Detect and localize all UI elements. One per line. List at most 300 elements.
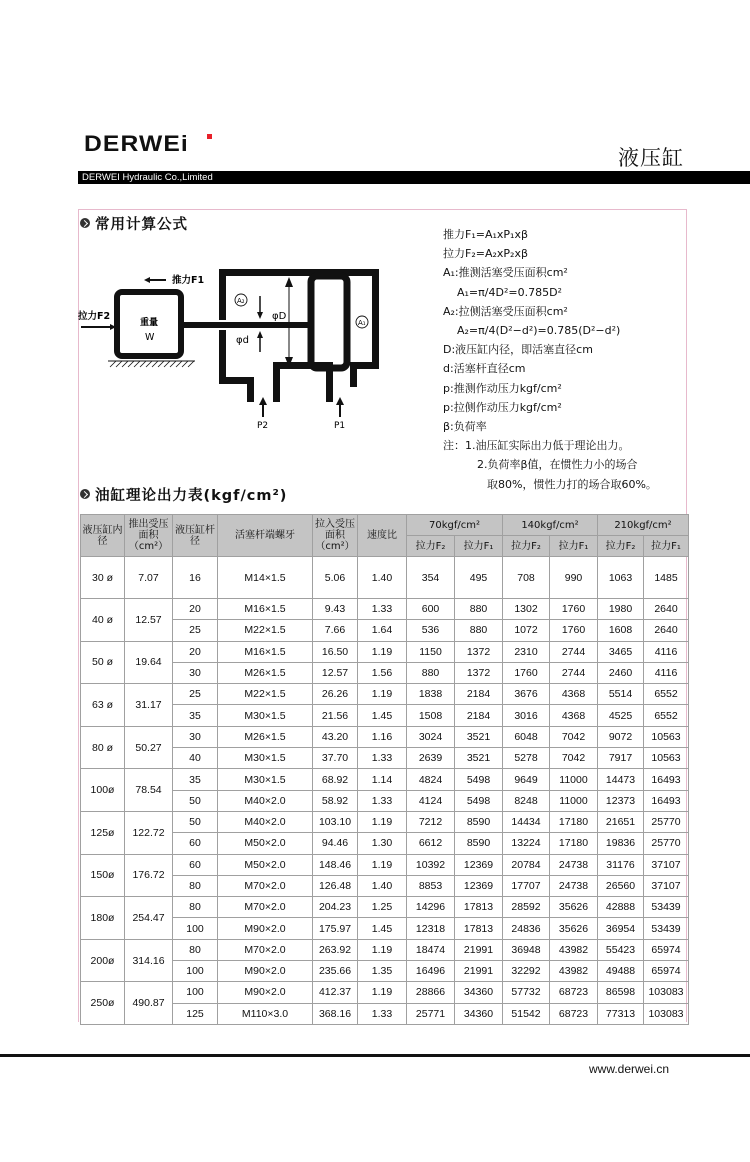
port-p1-arrow-icon	[336, 397, 344, 417]
cell-rod: 100	[173, 961, 218, 982]
header-70: 70kgf/cm²	[407, 515, 503, 536]
cell-70-f1: 34360	[455, 982, 503, 1003]
cell-70-f1: 2184	[455, 684, 503, 705]
cell-bore: 100ø	[81, 769, 125, 812]
cell-70-f2: 354	[407, 557, 455, 599]
table-row	[81, 875, 689, 896]
pull-label: 拉力F2	[78, 311, 111, 322]
cell-thread: M40×2.0	[218, 811, 313, 832]
cell-70-f2: 6612	[407, 833, 455, 854]
weight-label: 重量	[140, 318, 159, 328]
cell-speed-ratio: 1.19	[358, 811, 407, 832]
cell-210-f1: 25770	[644, 833, 689, 854]
cell-rod: 80	[173, 939, 218, 960]
cell-push-area: 254.47	[125, 897, 173, 940]
bullet-arrow-icon	[80, 489, 90, 499]
cell-210-f2: 77313	[598, 1003, 644, 1024]
brand-text: DERWEi	[84, 131, 189, 156]
cell-70-f2: 25771	[407, 1003, 455, 1024]
cell-210-f1: 10563	[644, 726, 689, 747]
cell-speed-ratio: 1.33	[358, 790, 407, 811]
cell-bore: 63 ø	[81, 684, 125, 727]
cell-pull-area: 235.66	[313, 961, 358, 982]
logo-red-accent	[207, 134, 212, 139]
output-force-table	[80, 514, 689, 1025]
cell-210-f1: 4116	[644, 662, 689, 683]
cell-rod: 100	[173, 918, 218, 939]
cell-thread: M30×1.5	[218, 769, 313, 790]
cell-thread: M90×2.0	[218, 982, 313, 1003]
cell-70-f2: 16496	[407, 961, 455, 982]
cell-rod: 50	[173, 790, 218, 811]
formula-a1-eq: A₁=π/4D²=0.785D²	[457, 285, 562, 299]
cell-speed-ratio: 1.14	[358, 769, 407, 790]
port-p1-label: P1	[334, 421, 346, 431]
cell-pull-area: 68.92	[313, 769, 358, 790]
cell-speed-ratio: 1.64	[358, 620, 407, 641]
cell-140-f2: 1760	[503, 662, 550, 683]
cell-rod: 50	[173, 811, 218, 832]
cell-pull-area: 126.48	[313, 875, 358, 896]
section-table-title	[80, 484, 287, 505]
cell-thread: M30×1.5	[218, 748, 313, 769]
cell-pull-area: 7.66	[313, 620, 358, 641]
cell-70-f2: 4824	[407, 769, 455, 790]
cell-210-f1: 2640	[644, 599, 689, 620]
table-row	[81, 897, 689, 918]
section-title-text: 油缸理论出力表(kgf/cm²)	[95, 488, 288, 504]
area-a2-label: A₂	[237, 297, 245, 305]
formula-push: 推力F₁=A₁xP₁xβ	[443, 228, 528, 241]
cell-rod: 60	[173, 854, 218, 875]
cell-70-f2: 1838	[407, 684, 455, 705]
cell-70-f1: 34360	[455, 1003, 503, 1024]
cell-210-f1: 1485	[644, 557, 689, 599]
cell-210-f2: 86598	[598, 982, 644, 1003]
cell-bore: 180ø	[81, 897, 125, 940]
cell-140-f2: 24836	[503, 918, 550, 939]
cell-210-f1: 25770	[644, 811, 689, 832]
cell-210-f2: 9072	[598, 726, 644, 747]
def-pull-pressure: p:拉侧作动压力kgf/cm²	[443, 400, 562, 414]
table-row	[81, 833, 689, 854]
cell-speed-ratio: 1.33	[358, 748, 407, 769]
cell-210-f2: 14473	[598, 769, 644, 790]
cell-210-f1: 10563	[644, 748, 689, 769]
cell-70-f2: 8853	[407, 875, 455, 896]
cell-rod: 30	[173, 662, 218, 683]
cell-thread: M110×3.0	[218, 1003, 313, 1024]
weight-symbol: W	[145, 332, 155, 343]
def-rod: d:活塞杆直径cm	[443, 362, 526, 376]
cell-210-f2: 1063	[598, 557, 644, 599]
cell-speed-ratio: 1.45	[358, 705, 407, 726]
cell-70-f2: 536	[407, 620, 455, 641]
cell-bore: 150ø	[81, 854, 125, 897]
cell-210-f2: 1980	[598, 599, 644, 620]
header-pull-f2: 拉力F₂	[503, 536, 550, 557]
cell-speed-ratio: 1.33	[358, 599, 407, 620]
cell-rod: 20	[173, 599, 218, 620]
cell-140-f1: 35626	[550, 897, 598, 918]
cell-thread: M22×1.5	[218, 684, 313, 705]
cell-bore: 80 ø	[81, 726, 125, 769]
cell-140-f2: 8248	[503, 790, 550, 811]
cell-speed-ratio: 1.40	[358, 557, 407, 599]
cell-speed-ratio: 1.25	[358, 897, 407, 918]
cell-pull-area: 175.97	[313, 918, 358, 939]
cell-pull-area: 9.43	[313, 599, 358, 620]
cell-210-f2: 42888	[598, 897, 644, 918]
def-push-pressure: p:推测作动压力kgf/cm²	[443, 381, 562, 395]
cell-210-f2: 12373	[598, 790, 644, 811]
cell-210-f1: 103083	[644, 982, 689, 1003]
cell-thread: M70×2.0	[218, 897, 313, 918]
def-bore: D:液压缸内径，即活塞直径cm	[443, 343, 593, 357]
cell-140-f1: 17180	[550, 811, 598, 832]
cell-70-f1: 21991	[455, 939, 503, 960]
cell-140-f2: 14434	[503, 811, 550, 832]
cell-rod: 25	[173, 620, 218, 641]
table-row	[81, 854, 689, 875]
cell-thread: M70×2.0	[218, 939, 313, 960]
cell-140-f2: 3676	[503, 684, 550, 705]
cell-70-f1: 1372	[455, 641, 503, 662]
cell-140-f1: 4368	[550, 705, 598, 726]
formula-a1-def: A₁:推测活塞受压面积cm²	[443, 266, 568, 280]
cell-140-f2: 28592	[503, 897, 550, 918]
table-row	[81, 790, 689, 811]
table-row	[81, 705, 689, 726]
cell-70-f1: 17813	[455, 897, 503, 918]
cell-140-f1: 7042	[550, 748, 598, 769]
cell-pull-area: 94.46	[313, 833, 358, 854]
table-row	[81, 939, 689, 960]
port-p2-arrow-icon	[259, 397, 267, 417]
cell-140-f1: 4368	[550, 684, 598, 705]
rod-label: φd	[236, 335, 249, 346]
cell-210-f2: 26560	[598, 875, 644, 896]
cell-140-f1: 2744	[550, 641, 598, 662]
cell-140-f1: 43982	[550, 961, 598, 982]
cell-210-f1: 16493	[644, 769, 689, 790]
cell-210-f2: 4525	[598, 705, 644, 726]
table-row	[81, 662, 689, 683]
cell-70-f1: 17813	[455, 918, 503, 939]
cell-push-area: 50.27	[125, 726, 173, 769]
cell-70-f1: 880	[455, 620, 503, 641]
cell-pull-area: 263.92	[313, 939, 358, 960]
cell-140-f1: 11000	[550, 769, 598, 790]
footer-divider	[0, 1054, 750, 1057]
cell-140-f2: 1072	[503, 620, 550, 641]
header-push-f1: 拉力F₁	[455, 536, 503, 557]
cell-bore: 50 ø	[81, 641, 125, 684]
cell-140-f2: 32292	[503, 961, 550, 982]
section-formulas-title	[80, 213, 188, 234]
cell-210-f1: 16493	[644, 790, 689, 811]
cell-140-f2: 51542	[503, 1003, 550, 1024]
cell-rod: 125	[173, 1003, 218, 1024]
website-url: www.derwei.cn	[589, 1062, 670, 1076]
table-row	[81, 620, 689, 641]
cell-pull-area: 103.10	[313, 811, 358, 832]
header-pull-f2: 拉力F₂	[598, 536, 644, 557]
cell-70-f1: 8590	[455, 811, 503, 832]
header-speed-ratio: 速度比	[358, 515, 407, 557]
cell-210-f2: 7917	[598, 748, 644, 769]
cell-thread: M30×1.5	[218, 705, 313, 726]
cell-210-f2: 55423	[598, 939, 644, 960]
cell-210-f2: 21651	[598, 811, 644, 832]
cell-210-f2: 19836	[598, 833, 644, 854]
cell-210-f2: 49488	[598, 961, 644, 982]
cell-thread: M16×1.5	[218, 641, 313, 662]
cell-70-f2: 1150	[407, 641, 455, 662]
cell-rod: 40	[173, 748, 218, 769]
pull-arrow-icon	[81, 324, 116, 330]
cell-speed-ratio: 1.19	[358, 684, 407, 705]
cell-thread: M16×1.5	[218, 599, 313, 620]
cell-210-f1: 103083	[644, 1003, 689, 1024]
cell-push-area: 78.54	[125, 769, 173, 812]
cell-pull-area: 37.70	[313, 748, 358, 769]
cell-140-f1: 990	[550, 557, 598, 599]
formula-a2-eq: A₂=π/4(D²−d²)=0.785(D²−d²)	[457, 324, 621, 338]
cell-70-f1: 495	[455, 557, 503, 599]
cell-210-f1: 6552	[644, 684, 689, 705]
cell-push-area: 176.72	[125, 854, 173, 897]
cell-speed-ratio: 1.40	[358, 875, 407, 896]
cell-70-f1: 1372	[455, 662, 503, 683]
cell-push-area: 490.87	[125, 982, 173, 1025]
cell-140-f1: 43982	[550, 939, 598, 960]
cell-140-f2: 17707	[503, 875, 550, 896]
cell-70-f2: 4124	[407, 790, 455, 811]
cell-140-f1: 24738	[550, 854, 598, 875]
header-rod: 液压缸杆径	[173, 515, 218, 557]
cell-210-f2: 2460	[598, 662, 644, 683]
cell-thread: M50×2.0	[218, 854, 313, 875]
cell-140-f2: 3016	[503, 705, 550, 726]
header-pull-area: 拉入受压面积（cm²）	[313, 515, 358, 557]
cell-speed-ratio: 1.16	[358, 726, 407, 747]
cell-push-area: 31.17	[125, 684, 173, 727]
cylinder-diagram	[78, 255, 398, 465]
cell-pull-area: 26.26	[313, 684, 358, 705]
header-push-f1: 拉力F₁	[644, 536, 689, 557]
formula-list	[443, 225, 657, 494]
cell-pull-area: 5.06	[313, 557, 358, 599]
table-row	[81, 726, 689, 747]
cell-pull-area: 16.50	[313, 641, 358, 662]
header-thread: 活塞杆端螺牙	[218, 515, 313, 557]
cell-thread: M90×2.0	[218, 918, 313, 939]
cell-pull-area: 412.37	[313, 982, 358, 1003]
cell-140-f1: 2744	[550, 662, 598, 683]
cell-140-f1: 17180	[550, 833, 598, 854]
piston-rod	[181, 322, 311, 328]
cell-rod: 16	[173, 557, 218, 599]
cell-pull-area: 12.57	[313, 662, 358, 683]
table-row	[81, 599, 689, 620]
push-label: 推力F1	[172, 275, 205, 286]
cell-140-f2: 20784	[503, 854, 550, 875]
cell-speed-ratio: 1.19	[358, 854, 407, 875]
cell-70-f1: 12369	[455, 875, 503, 896]
ground-hatch	[110, 361, 194, 367]
cell-70-f1: 880	[455, 599, 503, 620]
cell-thread: M26×1.5	[218, 726, 313, 747]
cell-push-area: 122.72	[125, 811, 173, 854]
cell-210-f1: 53439	[644, 918, 689, 939]
cell-70-f2: 3024	[407, 726, 455, 747]
cell-70-f1: 3521	[455, 726, 503, 747]
header-140: 140kgf/cm²	[503, 515, 598, 536]
cell-210-f2: 36954	[598, 918, 644, 939]
cell-rod: 100	[173, 982, 218, 1003]
cell-140-f2: 9649	[503, 769, 550, 790]
cell-thread: M90×2.0	[218, 961, 313, 982]
cell-push-area: 12.57	[125, 599, 173, 642]
cell-bore: 200ø	[81, 939, 125, 982]
cell-70-f2: 1508	[407, 705, 455, 726]
cell-140-f2: 13224	[503, 833, 550, 854]
note-3: 取80%，惯性力打的场合取60%。	[487, 477, 657, 491]
table-row	[81, 982, 689, 1003]
cell-thread: M40×2.0	[218, 790, 313, 811]
cell-210-f2: 1608	[598, 620, 644, 641]
cell-bore: 125ø	[81, 811, 125, 854]
port-p2-label: P2	[257, 421, 269, 431]
cell-bore: 40 ø	[81, 599, 125, 642]
cell-70-f2: 28866	[407, 982, 455, 1003]
table-row	[81, 769, 689, 790]
cell-140-f1: 24738	[550, 875, 598, 896]
cell-pull-area: 58.92	[313, 790, 358, 811]
cell-pull-area: 368.16	[313, 1003, 358, 1024]
table-row	[81, 961, 689, 982]
cell-140-f1: 68723	[550, 982, 598, 1003]
formula-a2-def: A₂:拉侧活塞受压面积cm²	[443, 304, 568, 318]
table-row	[81, 684, 689, 705]
cell-140-f2: 36948	[503, 939, 550, 960]
header-push-f1: 拉力F₁	[550, 536, 598, 557]
cell-push-area: 314.16	[125, 939, 173, 982]
section-title-text: 常用计算公式	[95, 217, 188, 233]
cell-140-f1: 1760	[550, 620, 598, 641]
cell-push-area: 7.07	[125, 557, 173, 599]
cell-speed-ratio: 1.56	[358, 662, 407, 683]
cell-70-f2: 18474	[407, 939, 455, 960]
cell-speed-ratio: 1.33	[358, 1003, 407, 1024]
cell-speed-ratio: 1.35	[358, 961, 407, 982]
cell-pull-area: 148.46	[313, 854, 358, 875]
cell-thread: M50×2.0	[218, 833, 313, 854]
header-bore: 液压缸内径	[81, 515, 125, 557]
table-row	[81, 1003, 689, 1024]
cell-70-f2: 14296	[407, 897, 455, 918]
header-210: 210kgf/cm²	[598, 515, 689, 536]
cell-rod: 60	[173, 833, 218, 854]
table-row	[81, 557, 689, 599]
cell-thread: M70×2.0	[218, 875, 313, 896]
cell-210-f1: 6552	[644, 705, 689, 726]
cell-70-f1: 12369	[455, 854, 503, 875]
brand-logo	[84, 131, 189, 157]
cell-70-f2: 10392	[407, 854, 455, 875]
cell-140-f2: 57732	[503, 982, 550, 1003]
cell-70-f1: 5498	[455, 790, 503, 811]
cell-70-f2: 12318	[407, 918, 455, 939]
cell-speed-ratio: 1.45	[358, 918, 407, 939]
cell-speed-ratio: 1.19	[358, 939, 407, 960]
header-push-area: 推出受压面积（cm²）	[125, 515, 173, 557]
cell-speed-ratio: 1.19	[358, 982, 407, 1003]
cell-rod: 80	[173, 897, 218, 918]
cell-70-f2: 880	[407, 662, 455, 683]
cell-speed-ratio: 1.30	[358, 833, 407, 854]
cell-70-f2: 600	[407, 599, 455, 620]
cell-70-f2: 2639	[407, 748, 455, 769]
def-load-ratio: β:负荷率	[443, 420, 487, 434]
piston	[311, 276, 347, 368]
cell-210-f1: 37107	[644, 854, 689, 875]
cell-140-f1: 11000	[550, 790, 598, 811]
cell-rod: 80	[173, 875, 218, 896]
cell-bore: 30 ø	[81, 557, 125, 599]
cell-rod: 20	[173, 641, 218, 662]
cell-140-f2: 5278	[503, 748, 550, 769]
table-row	[81, 918, 689, 939]
cell-thread: M26×1.5	[218, 662, 313, 683]
cell-210-f1: 65974	[644, 939, 689, 960]
formula-pull: 拉力F₂=A₂xP₂xβ	[443, 247, 528, 261]
table-row	[81, 811, 689, 832]
cell-140-f2: 1302	[503, 599, 550, 620]
area-a1-label: A₁	[358, 319, 366, 327]
note-1: 注：1.油压缸实际出力低于理论出力。	[443, 439, 630, 453]
cell-210-f2: 3465	[598, 641, 644, 662]
table-row	[81, 748, 689, 769]
cell-70-f2: 7212	[407, 811, 455, 832]
cell-210-f1: 53439	[644, 897, 689, 918]
cell-210-f1: 2640	[644, 620, 689, 641]
header-pull-f2: 拉力F₂	[407, 536, 455, 557]
cell-speed-ratio: 1.19	[358, 641, 407, 662]
cell-rod: 35	[173, 769, 218, 790]
cell-140-f2: 2310	[503, 641, 550, 662]
cell-140-f1: 35626	[550, 918, 598, 939]
cell-70-f1: 3521	[455, 748, 503, 769]
cell-210-f1: 4116	[644, 641, 689, 662]
cell-bore: 250ø	[81, 982, 125, 1025]
cell-140-f1: 7042	[550, 726, 598, 747]
cell-pull-area: 21.56	[313, 705, 358, 726]
cell-210-f2: 31176	[598, 854, 644, 875]
cell-210-f1: 65974	[644, 961, 689, 982]
cell-140-f2: 6048	[503, 726, 550, 747]
document-title: 液压缸	[618, 146, 684, 170]
note-2: 2.负荷率β值，在惯性力小的场合	[477, 458, 638, 472]
cell-140-f1: 68723	[550, 1003, 598, 1024]
cell-pull-area: 43.20	[313, 726, 358, 747]
cell-70-f1: 8590	[455, 833, 503, 854]
cell-70-f1: 5498	[455, 769, 503, 790]
cell-70-f1: 2184	[455, 705, 503, 726]
cell-140-f2: 708	[503, 557, 550, 599]
cell-210-f1: 37107	[644, 875, 689, 896]
